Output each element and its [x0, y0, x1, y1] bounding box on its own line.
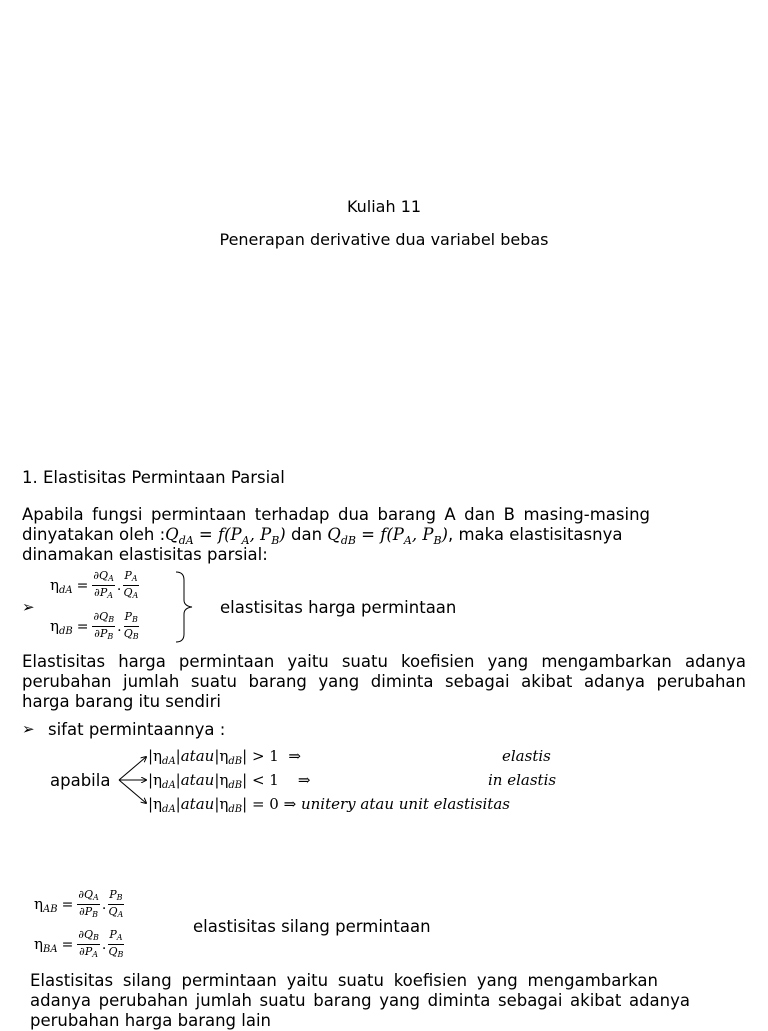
formula-eta-ab: $\eta_{AB}$ = $\frac{\partial QA}{\partial PB}$ . $\frac{PB}{QA}$ [34, 888, 124, 919]
formula-eta-db: $\eta_{dB}$ = $\frac{\partial QB}{\partial PB}$ . $\frac{PB}{QB}$ [50, 610, 139, 641]
price-elasticity-label: elastisitas harga permintaan [220, 598, 457, 617]
price-def-line-2: perubahan jumlah suatu barang yang diminta sebagai akibat adanya perubahan [22, 672, 746, 691]
formula-eta-da: $\eta_{dA}$ = $\frac{\partial QA}{\partial PA}$ . $\frac{PA}{QA}$ [50, 569, 139, 600]
intro-text-b: dan [285, 525, 328, 544]
apabila-label: apabila [50, 771, 111, 790]
curly-brace-icon [174, 570, 200, 644]
intro-line-3: dinamakan elastisitas parsial: [22, 545, 268, 564]
lecture-title: Kuliah 11 [346, 197, 422, 216]
lecture-subtitle: Penerapan derivative dua variabel bebas [219, 230, 549, 249]
intro-line-1: Apabila fungsi permintaan terhadap dua barang A dan B masing-masing [22, 505, 650, 524]
bullet-marker: ➢ [22, 598, 35, 616]
price-def-line-3: harga barang itu sendiri [22, 692, 221, 711]
condition-row-2: $|\eta_{dA}|atau|\eta_{dB}| < 1$ ⇒ [148, 771, 311, 791]
condition-row-3: $|\eta_{dA}|atau|\eta_{dB}| = 0$ ⇒ unitery atau unit elastisitas [148, 795, 510, 815]
intro-text-c: , maka elastisitasnya [447, 525, 623, 544]
cross-def-line-1: Elastisitas silang permintaan yaitu suatu koefisien yang mengambarkan [30, 971, 658, 990]
bullet-marker-2: ➢ [22, 720, 35, 738]
price-def-line-1: Elastisitas harga permintaan yaitu suatu koefisien yang mengambarkan adanya [22, 652, 746, 671]
cross-elasticity-label: elastisitas silang permintaan [193, 917, 431, 936]
formula-qdb: $Q_{dB} = f(P_A$, $P_B$) [327, 525, 448, 547]
condition-result-1: elastis [502, 747, 551, 765]
formula-eta-ba: $\eta_{BA}$ = $\frac{\partial QB}{\partial PA}$ . $\frac{PA}{QB}$ [34, 928, 124, 959]
properties-label: sifat permintaannya : [48, 720, 226, 739]
cross-def-line-2: adanya perubahan jumlah suatu barang yang diminta sebagai akibat adanya [30, 991, 690, 1010]
section-heading: 1. Elastisitas Permintaan Parsial [22, 468, 285, 487]
branch-arrows-icon [116, 752, 148, 808]
condition-result-2: in elastis [488, 771, 557, 789]
intro-text-a: dinyatakan oleh : [22, 525, 166, 544]
cross-def-line-3: perubahan harga barang lain [30, 1011, 272, 1030]
condition-row-1: $|\eta_{dA}|atau|\eta_{dB}| > 1$ ⇒ [148, 747, 301, 767]
formula-qda: $Q_{dA} = f(P_A$, $P_B$) [165, 525, 286, 547]
